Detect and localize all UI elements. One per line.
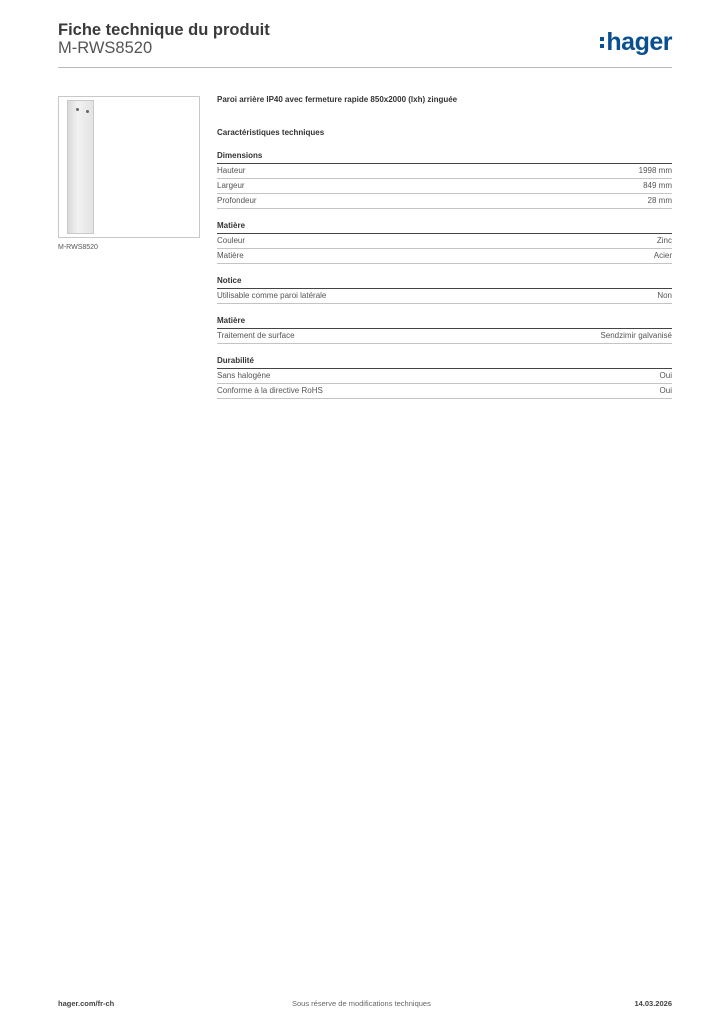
panel-illustration <box>67 100 94 234</box>
footer-notice: Sous réserve de modifications techniques <box>292 999 431 1008</box>
spec-section <box>217 316 672 344</box>
spec-row <box>217 289 672 304</box>
spec-row <box>217 164 672 179</box>
product-details <box>217 95 672 411</box>
spec-value: 28 mm <box>647 196 672 205</box>
spec-section <box>217 151 672 209</box>
spec-label: Utilisable comme paroi latérale <box>217 291 327 300</box>
image-caption: M-RWS8520 <box>58 244 98 251</box>
spec-value: Sendzimir galvanisé <box>600 331 672 340</box>
spec-row <box>217 369 672 384</box>
spec-value: Acier <box>653 251 672 260</box>
spec-section-title: Notice <box>217 276 672 289</box>
spec-label: Couleur <box>217 236 246 245</box>
spec-row <box>217 194 672 209</box>
spec-row <box>217 384 672 399</box>
spec-label: Traitement de surface <box>217 331 295 340</box>
spec-section-title: Matière <box>217 221 672 234</box>
footer-website: hager.com/fr-ch <box>58 999 115 1008</box>
spec-section <box>217 356 672 399</box>
spec-value: 849 mm <box>643 181 672 190</box>
spec-label: Hauteur <box>217 166 246 175</box>
spec-label: Largeur <box>217 181 245 190</box>
spec-section <box>217 221 672 264</box>
spec-label: Matière <box>217 251 244 260</box>
header-divider <box>58 67 672 68</box>
product-description: Paroi arrière IP40 avec fermeture rapide 850x2000 (lxh) zinguée <box>217 95 458 104</box>
spec-value: Zinc <box>656 236 672 245</box>
spec-label: Profondeur <box>217 196 257 205</box>
spec-label: Sans halogène <box>217 371 271 380</box>
product-image <box>58 96 200 238</box>
spec-label: Conforme à la directive RoHS <box>217 386 323 395</box>
spec-row <box>217 249 672 264</box>
panel-hole <box>76 108 79 111</box>
spec-row <box>217 234 672 249</box>
product-code: M-RWS8520 <box>58 39 153 57</box>
spec-sections <box>217 151 672 399</box>
spec-value: Oui <box>659 371 672 380</box>
footer-date: 14.03.2026 <box>634 999 672 1008</box>
spec-row <box>217 179 672 194</box>
logo-text: hager <box>606 28 672 56</box>
spec-value: 1998 mm <box>638 166 672 175</box>
tech-specs-title: Caractéristiques techniques <box>217 128 325 137</box>
spec-row <box>217 329 672 344</box>
spec-section <box>217 276 672 304</box>
spec-value: Non <box>657 291 672 300</box>
spec-value: Oui <box>659 386 672 395</box>
logo-dots-icon <box>600 37 604 48</box>
hager-logo <box>600 28 672 57</box>
spec-section-title: Durabilité <box>217 356 672 369</box>
spec-section-title: Dimensions <box>217 151 672 164</box>
panel-hole <box>86 110 89 113</box>
spec-section-title: Matière <box>217 316 672 329</box>
page-title: Fiche technique du produit <box>58 21 270 39</box>
